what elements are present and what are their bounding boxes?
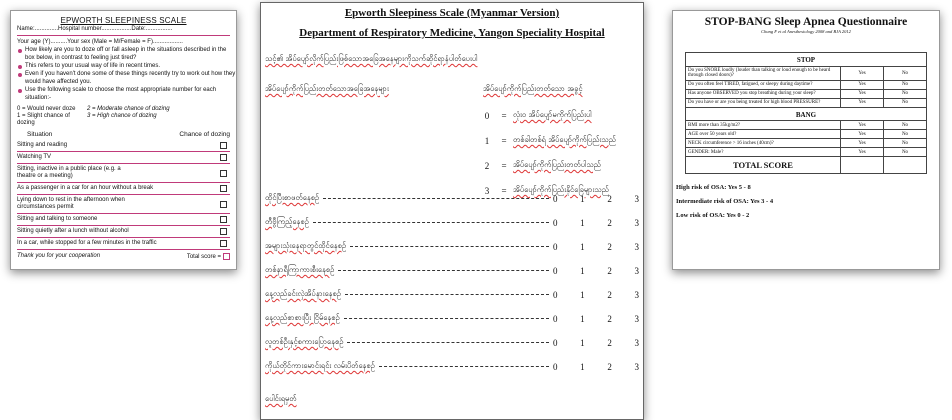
scale-text: အိပ်ပျော်ကိုက်ပြည်းတတ်ပါသည် xyxy=(513,160,601,169)
situation-label: လူတစ်ဦးနှင့်စကားပြောနေစဉ် xyxy=(265,337,344,346)
score-checkbox[interactable] xyxy=(220,142,227,149)
instruction-text: သင့်၏ အိပ်ပျော်လိုက်ပြည်းဖြစ်သောအခြေအနေများကိုသက်ဆိုင်ရာနံပါတ်ပေးပါ xyxy=(265,54,478,63)
situation-label: ထိုင်ပြီးစာဖတ်နေစဉ် xyxy=(265,193,320,202)
yes-option[interactable]: Yes xyxy=(841,89,884,98)
epworth-english-document xyxy=(10,10,237,270)
situation-row xyxy=(265,193,639,204)
total-row xyxy=(686,157,927,174)
table-row xyxy=(686,130,927,139)
yes-option[interactable]: Yes xyxy=(841,139,884,148)
option-2[interactable]: 2 xyxy=(607,289,612,300)
option-2[interactable]: 2 xyxy=(607,193,612,204)
option-2[interactable]: 2 xyxy=(607,337,612,348)
situation-label: Sitting and talking to someone xyxy=(17,216,98,222)
total-score-label: ပေါင်းရမှတ် xyxy=(265,394,297,403)
situation-row xyxy=(265,361,639,372)
option-1[interactable]: 1 xyxy=(580,193,585,204)
situation-row xyxy=(265,337,639,348)
option-3[interactable]: 3 xyxy=(634,289,639,300)
score-checkbox[interactable] xyxy=(220,201,227,208)
option-3[interactable]: 3 xyxy=(634,361,639,372)
total-score-label: Total score = xyxy=(186,254,221,261)
situation-row xyxy=(17,183,230,195)
risk-low: Low risk of OSA: Yes 0 - 2 xyxy=(676,212,750,219)
scale-number: 2 xyxy=(484,160,490,171)
situation-row xyxy=(265,265,639,276)
option-3[interactable]: 3 xyxy=(634,193,639,204)
yes-option[interactable]: Yes xyxy=(841,98,884,107)
scale-number: 1 xyxy=(484,135,490,146)
risk-high: High risk of OSA: Yes 5 - 8 xyxy=(676,184,751,191)
epworth-myanmar-document xyxy=(260,2,644,420)
situation-label: As a passenger in a car for an hour without a break xyxy=(17,185,154,191)
option-0[interactable]: 0 xyxy=(553,337,558,348)
instruction-item: This refers to your usual way of life in recent times. xyxy=(17,62,236,70)
situation-row xyxy=(17,140,230,152)
no-option[interactable]: No xyxy=(884,121,927,130)
scale-item: 1 = Slight chance of dozing xyxy=(17,113,70,126)
footer xyxy=(17,253,230,260)
department-heading: Department of Respiratory Medicine, Yangon Speciality Hospital xyxy=(299,27,605,39)
instruction-item: Even if you haven't done some of these things recently try to work out how they would have affected you. xyxy=(17,70,236,86)
situation-row xyxy=(265,313,639,324)
table-row xyxy=(686,98,927,107)
scoring-scale xyxy=(17,106,230,127)
scale-item: 1 = တစ်ခါတစ်ရံ အိပ်ပျော်ကိုက်ပြည်းသည် xyxy=(479,135,643,146)
situation-row xyxy=(265,289,639,300)
table-row xyxy=(686,66,927,80)
option-0[interactable]: 0 xyxy=(553,193,558,204)
total-score-cell[interactable] xyxy=(884,157,927,174)
option-1[interactable]: 1 xyxy=(580,217,585,228)
option-0[interactable]: 0 xyxy=(553,289,558,300)
score-checkbox[interactable] xyxy=(220,216,227,223)
situation-row xyxy=(17,214,230,226)
citation: Chung F et al Anesthesiology 2008 and BJA 2012 xyxy=(761,29,851,34)
situation-row xyxy=(265,217,639,228)
situation-row xyxy=(17,195,230,214)
total-score-box[interactable] xyxy=(223,253,230,260)
question: AGE over 50 years old? xyxy=(686,130,841,139)
option-3[interactable]: 3 xyxy=(634,265,639,276)
no-option[interactable]: No xyxy=(884,148,927,157)
table-row xyxy=(686,148,927,157)
option-0[interactable]: 0 xyxy=(553,361,558,372)
table-row xyxy=(686,121,927,130)
column-header-situation: အိပ်ပျော်ကိုက်ပြည်းတတ်သောအခြေအနေများ xyxy=(265,84,389,93)
section-header-bang: BANG xyxy=(686,107,927,121)
instruction-list xyxy=(17,46,236,102)
no-option[interactable]: No xyxy=(884,130,927,139)
no-option[interactable]: No xyxy=(884,139,927,148)
section-header-stop: STOP xyxy=(686,53,927,67)
option-3[interactable]: 3 xyxy=(634,313,639,324)
yes-option[interactable]: Yes xyxy=(841,148,884,157)
yes-option[interactable]: Yes xyxy=(841,130,884,139)
situation-label: တစ်နာရီကြာကားစီးနေစဉ် xyxy=(265,265,335,274)
scale-text: လုံးဝ အိပ်ပျော်မကိုက်ပြည်းပါ xyxy=(513,110,592,119)
scale-item: 2 = Moderate chance of dozing xyxy=(87,106,170,112)
yes-option[interactable]: Yes xyxy=(841,66,884,80)
option-2[interactable]: 2 xyxy=(607,313,612,324)
situation-row xyxy=(17,226,230,238)
stop-bang-document xyxy=(672,10,940,270)
total-score-cell[interactable] xyxy=(841,157,884,174)
option-0[interactable]: 0 xyxy=(553,217,558,228)
table-row xyxy=(686,89,927,98)
table-row xyxy=(686,139,927,148)
situation-label: Sitting, inactive in a public place (e.g. a theatre or a meeting) xyxy=(17,166,121,179)
patient-header-line: Name:..............Hospital number..................Date:................ xyxy=(17,26,173,32)
situation-label: Watching TV xyxy=(17,154,52,160)
no-option[interactable]: No xyxy=(884,98,927,107)
situation-label: တီဗွီကြည့်နေစဉ် xyxy=(265,217,309,226)
table-header xyxy=(265,78,643,96)
instruction-item: Use the following scale to choose the most appropriate number for each situation:- xyxy=(17,86,236,102)
scale-item: 0 = Would never doze xyxy=(17,106,76,112)
risk-intermediate: Intermediate risk of OSA: Yes 3 - 4 xyxy=(676,198,774,205)
no-option[interactable]: No xyxy=(884,80,927,89)
situation-row xyxy=(265,241,639,252)
yes-option[interactable]: Yes xyxy=(841,80,884,89)
score-checkbox[interactable] xyxy=(220,228,227,235)
table-row xyxy=(686,80,927,89)
column-header-chance: အိပ်ပျော်ကိုက်ပြည်းတတ်သော အခွင့် xyxy=(483,84,583,93)
scale-text: အိပ်ပျော်ကိုက်ပြည်းနိုင်ခြေများသည် xyxy=(513,185,609,194)
situation-label: နေ့လည်စာစားပြီး ငြိမ်နေစဉ် xyxy=(265,313,340,322)
no-option[interactable]: No xyxy=(884,89,927,98)
yes-option[interactable]: Yes xyxy=(841,121,884,130)
questionnaire-table xyxy=(685,52,927,174)
score-checkbox[interactable] xyxy=(220,170,227,177)
situation-label: Sitting quietly after a lunch without alcohol xyxy=(17,228,129,234)
option-1[interactable]: 1 xyxy=(580,337,585,348)
document-title: STOP-BANG Sleep Apnea Questionnaire xyxy=(704,16,908,28)
option-2[interactable]: 2 xyxy=(607,361,612,372)
column-header-situation: Situation xyxy=(27,131,53,138)
score-checkbox[interactable] xyxy=(220,240,227,247)
question: NECK circumference > 16 inches (40cm)? xyxy=(686,139,841,148)
scale-item: 0 = လုံးဝ အိပ်ပျော်မကိုက်ပြည်းပါ xyxy=(479,110,643,121)
score-checkbox[interactable] xyxy=(220,154,227,161)
situation-label: ကိုယ်တိုင်ကားမောင်းရင်း လမ်းပိတ်နေစဉ် xyxy=(265,361,375,370)
scale-item: 3 = အိပ်ပျော်ကိုက်ပြည်းနိုင်ခြေများသည် xyxy=(479,185,643,196)
column-header-chance: Chance of dozing xyxy=(179,131,230,138)
total-score-label: TOTAL SCORE xyxy=(686,157,841,174)
option-3[interactable]: 3 xyxy=(634,241,639,252)
document-title: EPWORTH SLEEPINESS SCALE xyxy=(60,16,187,25)
question: GENDER: Male? xyxy=(686,148,841,157)
question: Do you often feel TIRED, fatigued, or sleepy during daytime? xyxy=(686,80,841,89)
question: Do you have or are you being treated for high blood PRESSURE? xyxy=(686,98,841,107)
situation-row xyxy=(17,238,230,250)
divider xyxy=(17,35,230,36)
option-0[interactable]: 0 xyxy=(553,241,558,252)
option-1[interactable]: 1 xyxy=(580,361,585,372)
option-1[interactable]: 1 xyxy=(580,265,585,276)
table-header xyxy=(27,131,230,138)
instruction-item: How likely are you to doze off or fall asleep in the situations described in the box below, in contrast to feeling just tired? xyxy=(17,46,236,62)
situation-label: In a car, while stopped for a few minutes in the traffic xyxy=(17,240,157,246)
option-3[interactable]: 3 xyxy=(634,217,639,228)
situation-label: Sitting and reading xyxy=(17,142,68,148)
option-3[interactable]: 3 xyxy=(634,337,639,348)
situation-label: နေ့လည်ခင်းလှဲအိပ်နားနေစဉ် xyxy=(265,289,341,298)
document-title: Epworth Sleepiness Scale (Myanmar Version) xyxy=(344,7,560,19)
question: Has anyone OBSERVED you stop breathing during your sleep? xyxy=(686,89,841,98)
scale-item: 3 = High chance of dozing xyxy=(87,113,157,119)
situation-label: အများသုံးနေရာတွင်ထိုင်နေစဉ် xyxy=(265,241,347,250)
age-sex-line: Your age (Y)..........Your sex (Male = M/Female = F).................. xyxy=(17,39,183,45)
situation-label: Lying down to rest in the afternoon when circumstances permit xyxy=(17,197,125,210)
option-1[interactable]: 1 xyxy=(580,241,585,252)
no-option[interactable]: No xyxy=(884,66,927,80)
option-2[interactable]: 2 xyxy=(607,241,612,252)
scale-number: 0 xyxy=(484,110,490,121)
question: BMI more than 35kg/m2? xyxy=(686,121,841,130)
situation-row xyxy=(17,152,230,164)
option-1[interactable]: 1 xyxy=(580,289,585,300)
scale-text: တစ်ခါတစ်ရံ အိပ်ပျော်ကိုက်ပြည်းသည် xyxy=(513,135,616,144)
scale-item: 2 = အိပ်ပျော်ကိုက်ပြည်းတတ်ပါသည် xyxy=(479,160,643,171)
option-2[interactable]: 2 xyxy=(607,265,612,276)
option-2[interactable]: 2 xyxy=(607,217,612,228)
option-0[interactable]: 0 xyxy=(553,265,558,276)
situation-row xyxy=(17,164,230,183)
question: Do you SNORE loudly (louder than talking or loud enough to be heard through closed doors)? xyxy=(686,66,841,80)
score-checkbox[interactable] xyxy=(220,185,227,192)
option-1[interactable]: 1 xyxy=(580,313,585,324)
scale-number: 3 xyxy=(484,185,490,196)
option-0[interactable]: 0 xyxy=(553,313,558,324)
thank-you-note: Thank you for your cooperation xyxy=(17,253,101,259)
